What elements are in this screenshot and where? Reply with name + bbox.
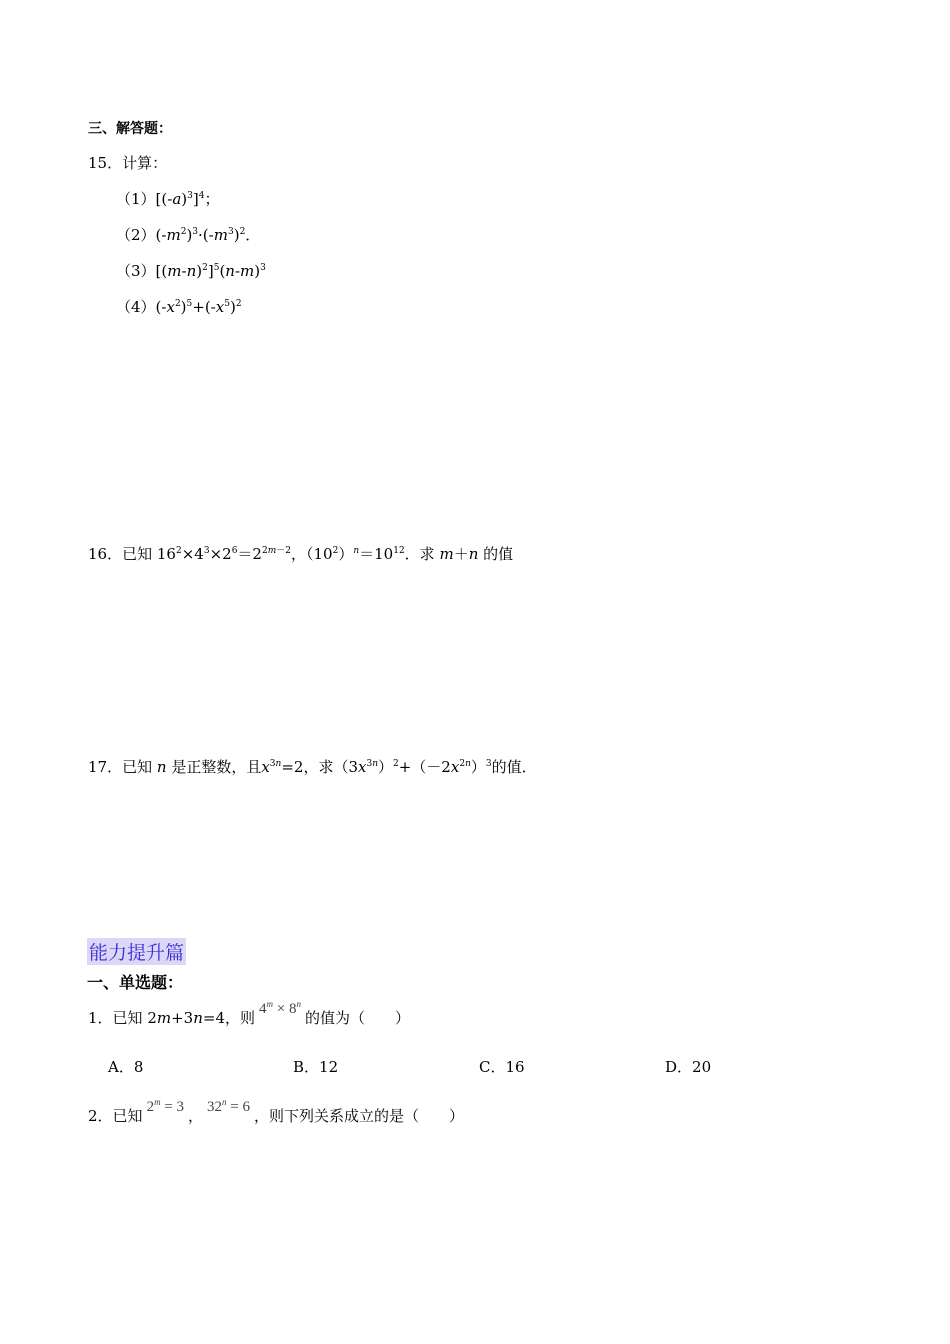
question-text-comma: ， <box>188 1107 204 1125</box>
option-c[interactable]: C．16 <box>479 1058 525 1076</box>
question-text-tail: 的值． <box>491 758 537 776</box>
option-b[interactable]: B．12 <box>293 1058 339 1076</box>
mc-question-2 <box>88 1097 465 1126</box>
advanced-heading: 能力提升篇 <box>87 938 186 965</box>
q15-item-2 <box>116 224 260 245</box>
q16-condition-1: $16^2\times 4^3\times 2^6=2^{2m-2}$，$(10^2)^n=10^{12}$ <box>156 545 405 563</box>
question-17: 17．已知 n 是正整数，且$x^{3n}=2$，求$(3x^{3n})^2+(-2x^{2n})^3$的值． <box>88 758 537 776</box>
q15-item-4 <box>116 296 242 317</box>
question-text: 已知 <box>122 545 157 563</box>
item-label: （4） <box>116 298 156 316</box>
question-text-eq: =4，则 <box>202 1009 256 1027</box>
mc2-condition-1: $2^m = 3$ <box>146 1097 185 1115</box>
single-choice-title: 一、单选题： <box>87 973 184 992</box>
question-text-cond: =2，求（3 <box>281 758 358 776</box>
item-label: （3） <box>116 262 156 280</box>
question-text-tail: ．求 <box>404 545 435 563</box>
section-title: 三、解答题： <box>88 121 172 137</box>
question-number: 16． <box>88 545 123 563</box>
option-d[interactable]: D．20 <box>665 1058 712 1076</box>
question-text-tail: 的值为（ ） <box>304 1009 410 1027</box>
item-label: （2） <box>116 226 156 244</box>
q15-item-1 <box>116 188 219 209</box>
item-expression: $[(-a)^3]^4$； <box>155 190 220 208</box>
mc1-expression: $4^m \times 8^n$ <box>259 999 301 1017</box>
option-a[interactable]: A．8 <box>108 1058 144 1076</box>
item-expression: $[(m-n)^2]^5(n-m)^3$ <box>155 262 266 280</box>
q16-target: m＋n <box>439 545 479 563</box>
question-text-tail: ，则下列关系成立的是（ ） <box>254 1107 465 1125</box>
question-number: 15． <box>88 154 123 172</box>
question-number: 1． <box>88 1009 113 1027</box>
mc2-condition-2: $32^n = 6$ <box>207 1097 251 1115</box>
q15-item-3 <box>116 260 266 281</box>
question-text: 已知 <box>112 1107 143 1125</box>
item-expression: $(-x^2)^5+(-x^5)^2$ <box>155 298 242 316</box>
question-text: 已知 <box>122 758 153 776</box>
question-15 <box>88 152 167 173</box>
question-stem: 计算： <box>122 154 168 172</box>
mc-question-1: 1．已知 2m+3n=4，则 $4^m \times 8^n$的值为（ ） <box>88 999 410 1027</box>
q17-expression: ）$^2+(-2x^{2n})^3$ <box>377 758 492 776</box>
question-number: 17． <box>88 758 123 776</box>
question-16 <box>88 543 513 564</box>
item-expression: $(-m^2)^3\cdot(-m^3)^2$． <box>155 226 261 244</box>
question-text-tail2: 的值 <box>483 545 514 563</box>
item-label: （1） <box>116 190 156 208</box>
question-text-mid: 是正整数，且 <box>171 758 262 776</box>
question-text-mid: +3 <box>171 1009 194 1027</box>
question-text: 已知 2 <box>112 1009 157 1027</box>
question-number: 2． <box>88 1107 113 1125</box>
